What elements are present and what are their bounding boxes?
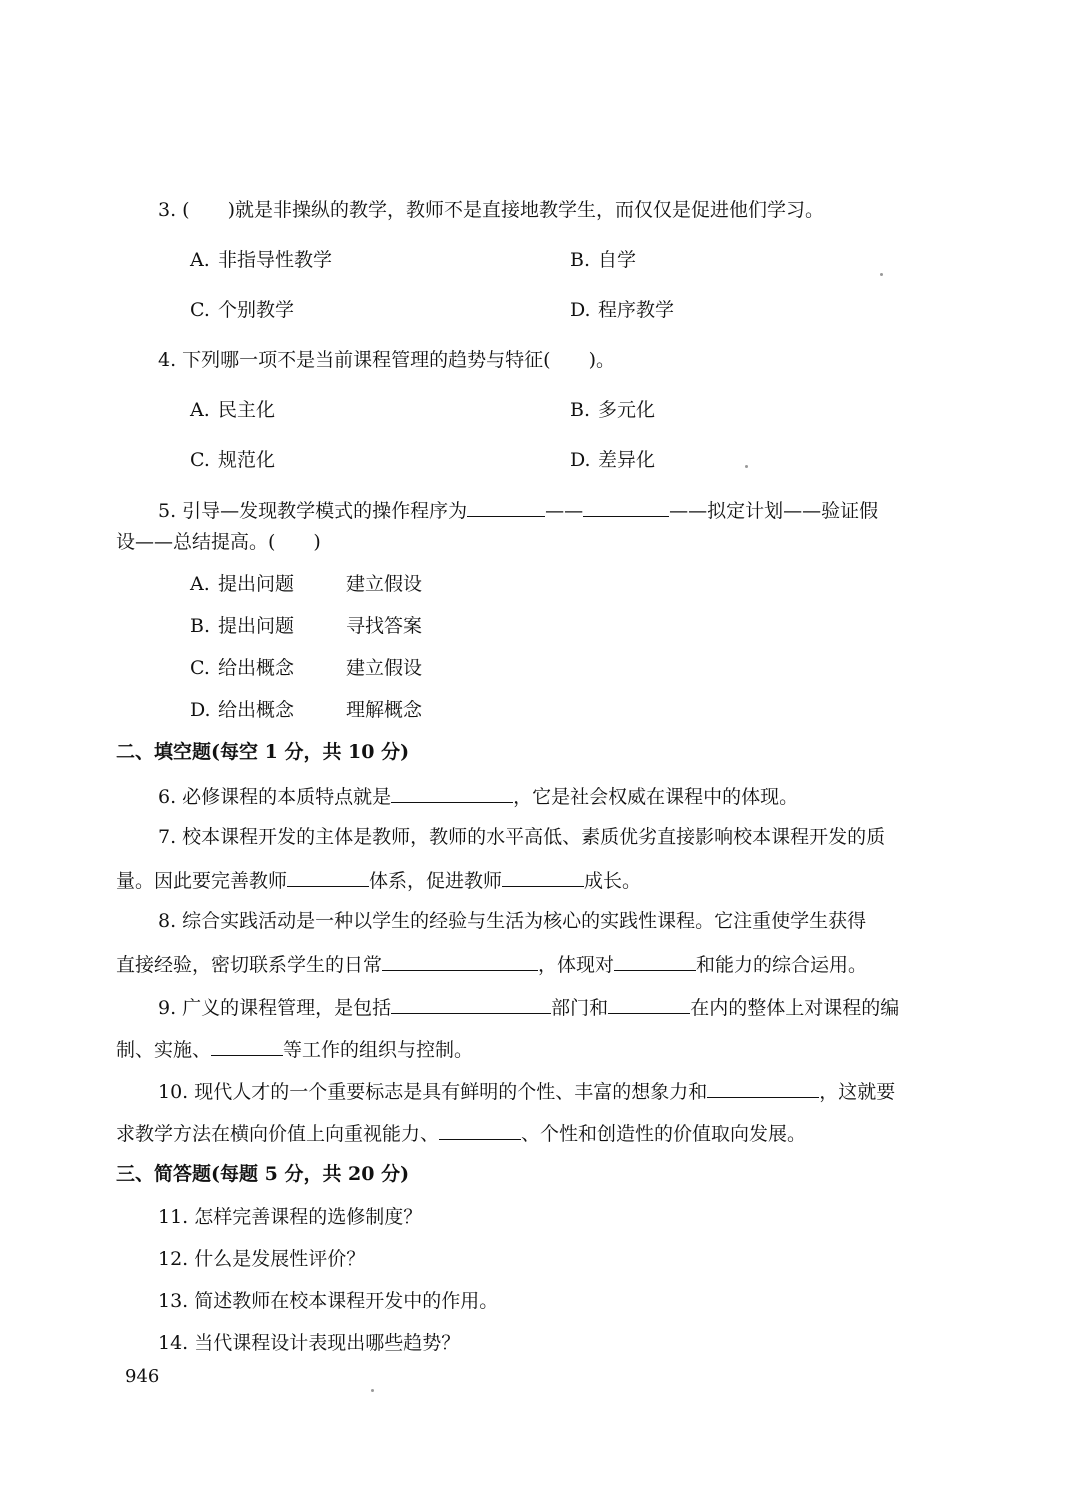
question-7-line-1: 7. 校本课程开发的主体是教师，教师的水平高低、素质优劣直接影响校本课程开发的质 [158,826,886,848]
question-12: 12. 什么是发展性评价？ [158,1248,366,1270]
question-9-line-1 [158,993,899,1021]
question-10-line-1 [158,1077,895,1105]
question-11: 11. 怎样完善课程的选修制度？ [158,1206,423,1228]
q7-blank-2[interactable] [502,866,584,887]
q5-blank-1[interactable] [467,496,545,517]
q4-option-d[interactable] [570,447,655,473]
q8-text: 直接经验，密切联系学生的日常 [116,954,383,976]
option-text: 差异化 [598,449,656,471]
option-text: 提出问题 [218,615,295,637]
option-text: 给出概念 [218,699,295,721]
q9-blank-3[interactable] [211,1035,283,1056]
q8-text: ，体现对 [538,954,615,976]
question-5-stem-continued: 设——总结提高。( ) [116,531,321,553]
option-label: B. [190,615,211,637]
q5-stem-part: 5. 引导—发现教学模式的操作程序为 [158,500,468,522]
option-text: 建立假设 [346,573,423,595]
question-8-line-1: 8. 综合实践活动是一种以学生的经验与生活为核心的实践性课程。它注重使学生获得 [158,910,867,932]
option-label: D. [570,449,591,471]
q9-text: 部门和 [551,997,609,1019]
option-text: 程序教学 [598,299,675,321]
q10-text: 求教学方法在横向价值上向重视能力、 [116,1123,440,1145]
q5-stem-part: —— [545,500,584,522]
section-2-heading: 二、填空题(每空 1 分，共 10 分) [116,741,410,763]
q3-option-a[interactable] [190,247,332,273]
q5-option-d[interactable] [190,697,422,723]
question-5-stem [158,496,878,524]
q8-text: 和能力的综合运用。 [696,954,868,976]
q9-text: 等工作的组织与控制。 [283,1039,474,1061]
question-8-line-2 [116,950,867,978]
question-6 [158,782,798,810]
q7-text: 成长。 [584,870,642,892]
q3-option-c[interactable] [190,297,294,323]
question-14: 14. 当代课程设计表现出哪些趋势？ [158,1332,461,1354]
q8-blank-2[interactable] [614,950,696,971]
option-label: C. [190,449,210,471]
q10-text: ，这就要 [819,1081,896,1103]
q7-text: 体系，促进教师 [369,870,503,892]
question-7-line-2 [116,866,641,894]
option-label: A. [190,399,210,421]
q8-blank-1[interactable] [382,950,538,971]
q5-stem-part: ——拟定计划——验证假 [669,500,879,522]
option-text: 非指导性教学 [218,249,333,271]
page-number: 946 [125,1366,160,1387]
q10-text: 、个性和创造性的价值取向发展。 [521,1123,807,1145]
q9-blank-2[interactable] [608,993,690,1014]
q9-blank-1[interactable] [391,993,551,1014]
option-label: B. [570,249,591,271]
option-label: D. [190,699,211,721]
q10-text: 10. 现代人才的一个重要标志是具有鲜明的个性、丰富的想象力和 [158,1081,708,1103]
q10-blank-1[interactable] [707,1077,819,1098]
q5-option-a[interactable] [190,571,422,597]
q9-text: 在内的整体上对课程的编 [690,997,900,1019]
q6-text: ，它是社会权威在课程中的体现。 [513,786,799,808]
q3-option-d[interactable] [570,297,674,323]
q3-option-b[interactable] [570,247,636,273]
q7-blank-1[interactable] [287,866,369,887]
q10-blank-2[interactable] [439,1119,521,1140]
option-text: 建立假设 [346,657,423,679]
q6-blank-1[interactable] [391,782,513,803]
q5-option-c[interactable] [190,655,422,681]
option-label: A. [190,249,210,271]
scan-speck [745,465,748,468]
q7-text: 量。因此要完善教师 [116,870,288,892]
option-label: A. [190,573,210,595]
q6-text: 6. 必修课程的本质特点就是 [158,786,392,808]
q9-text: 9. 广义的课程管理，是包括 [158,997,392,1019]
question-3-stem: 3. ( )就是非操纵的教学，教师不是直接地教学生，而仅仅是促进他们学习。 [158,199,824,221]
question-10-line-2 [116,1119,806,1147]
option-label: C. [190,657,210,679]
section-3-heading: 三、简答题(每题 5 分，共 20 分) [116,1163,410,1185]
scan-speck [880,273,883,276]
option-text: 个别教学 [218,299,295,321]
option-text: 规范化 [218,449,276,471]
option-text: 自学 [598,249,637,271]
option-text: 给出概念 [218,657,295,679]
q5-blank-2[interactable] [583,496,669,517]
option-label: C. [190,299,210,321]
q4-option-c[interactable] [190,447,275,473]
q4-option-a[interactable] [190,397,275,423]
option-label: D. [570,299,591,321]
option-text: 民主化 [218,399,276,421]
option-text: 多元化 [598,399,656,421]
option-text: 理解概念 [346,699,423,721]
q4-option-b[interactable] [570,397,655,423]
question-13: 13. 简述教师在校本课程开发中的作用。 [158,1290,499,1312]
option-label: B. [570,399,591,421]
q5-option-b[interactable] [190,613,422,639]
q9-text: 制、实施、 [116,1039,212,1061]
question-9-line-2 [116,1035,473,1063]
question-4-stem: 4. 下列哪一项不是当前课程管理的趋势与特征( )。 [158,349,615,371]
option-text: 提出问题 [218,573,295,595]
scan-speck [371,1389,374,1392]
option-text: 寻找答案 [346,615,423,637]
